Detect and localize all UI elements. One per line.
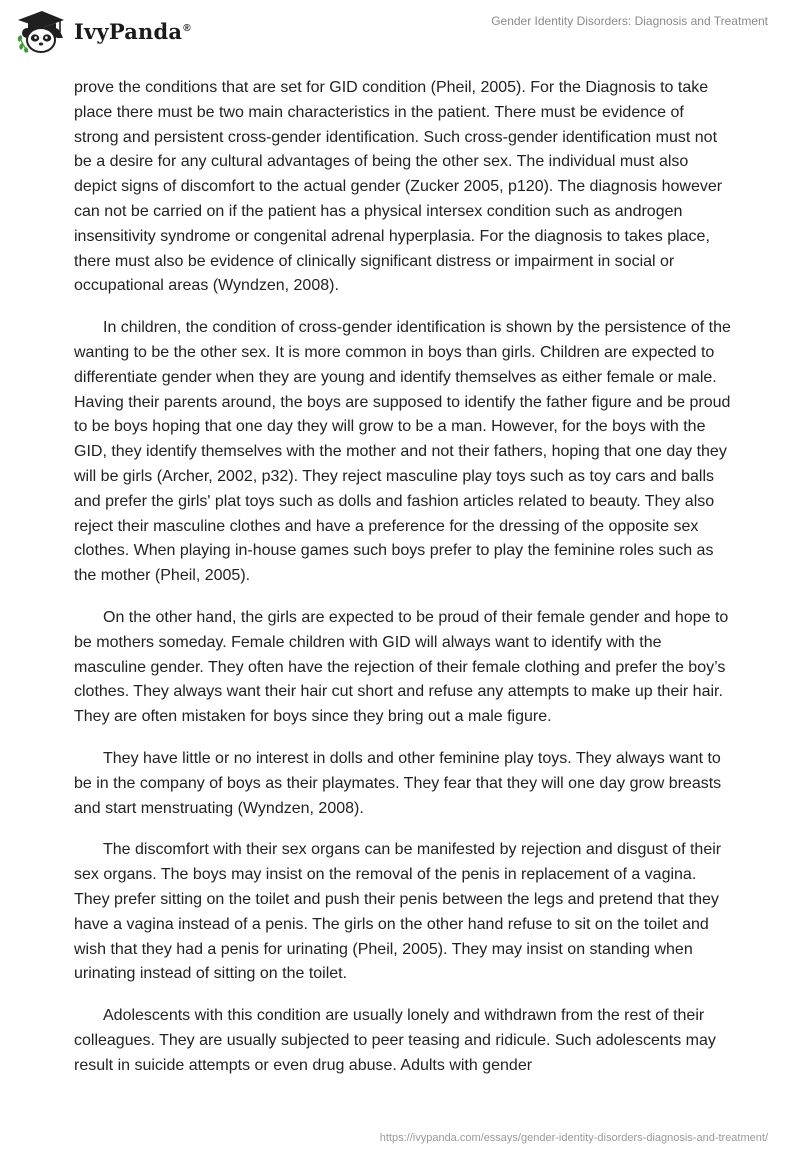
- paragraph-1: prove the conditions that are set for GID condition (Pheil, 2005). For the Diagnosis to take place there must be two main characteristics in the patient. There must be evidence of strong and persistent cross-gender identification. Such cross-gender identification must not be a desire for any cultural advantages of being the other sex. The individual must also depict signs of discomfort to the actual gender (Zucker 2005, p120). The diagnosis however can not be carried on if the patient has a physical intersex condition such as androgen insensitivity syndrome or congenital adrenal hyperplasia. For the diagnosis to takes place, there must also be evidence of clinically significant distress or impairment in social or occupational areas (Wyndzen, 2008).: [74, 79, 723, 295]
- paragraph-6: Adolescents with this condition are usually lonely and withdrawn from the rest of their colleagues. They are usually subjected to peer teasing and ridicule. Such adolescents may result in suicide attempts or even drug abuse. Adults with gender: [74, 1007, 716, 1074]
- page-header: [0, 0, 800, 64]
- paragraph-3: On the other hand, the girls are expected to be proud of their female gender and hope to be mothers someday. Female children with GID will always want to identify with the masculine gender. They often have the rejection of their female clothing and prefer the boy’s clothes. They always want their hair cut short and refuse any attempts to make up their hair. They are often mistaken for boys since they bring out a male figure.: [74, 608, 729, 726]
- ivypanda-logo[interactable]: [14, 8, 191, 54]
- source-url[interactable]: https://ivypanda.com/essays/gender-identity-disorders-diagnosis-and-treatment/: [379, 1132, 768, 1144]
- paragraph-4: They have little or no interest in dolls and other feminine play toys. They always want to be in the company of boys as their playmates. They fear that they will one day grow breasts and start menstruating (Wyndzen, 2008).: [74, 749, 722, 817]
- document-title: Gender Identity Disorders: Diagnosis and Treatment: [491, 14, 768, 28]
- registered-mark: ®: [183, 22, 191, 34]
- brand-name: IvyPanda: [74, 18, 183, 44]
- panda-graduation-cap-icon: [14, 8, 66, 54]
- essay-body: [74, 76, 732, 1095]
- paragraph-5: The discomfort with their sex organs can be manifested by rejection and disgust of their sex organs. The boys may insist on the removal of the penis in replacement of a vagina. They prefer sitting on the toilet and push their penis between the legs and pretend that they have a vagina instead of a penis. The girls on the other hand refuse to sit on the toilet and wish that they had a penis for urinating (Pheil, 2005). They may insist on standing when urinating instead of sitting on the toilet.: [74, 841, 722, 983]
- paragraph-2: In children, the condition of cross-gender identification is shown by the persistence of the wanting to be the other sex. It is more common in boys than girls. Children are expected to differentiate gender when they are young and identify themselves as either female or male. Having their parents around, the boys are supposed to identify the father figure and be proud to be boys hoping that one day they will grow to be a man. However, for the boys with the GID, they identify themselves with the mother and not their fathers, hoping that one day they will be girls (Archer, 2002, p32). They reject masculine play toys such as toy cars and balls and prefer the girls' plat toys such as dolls and fashion articles related to beauty. They also reject their masculine clothes and have a preference for the dressing of the opposite sex clothes. When playing in-house games such boys prefer to play the feminine roles such as the mother (Pheil, 2005).: [74, 319, 731, 585]
